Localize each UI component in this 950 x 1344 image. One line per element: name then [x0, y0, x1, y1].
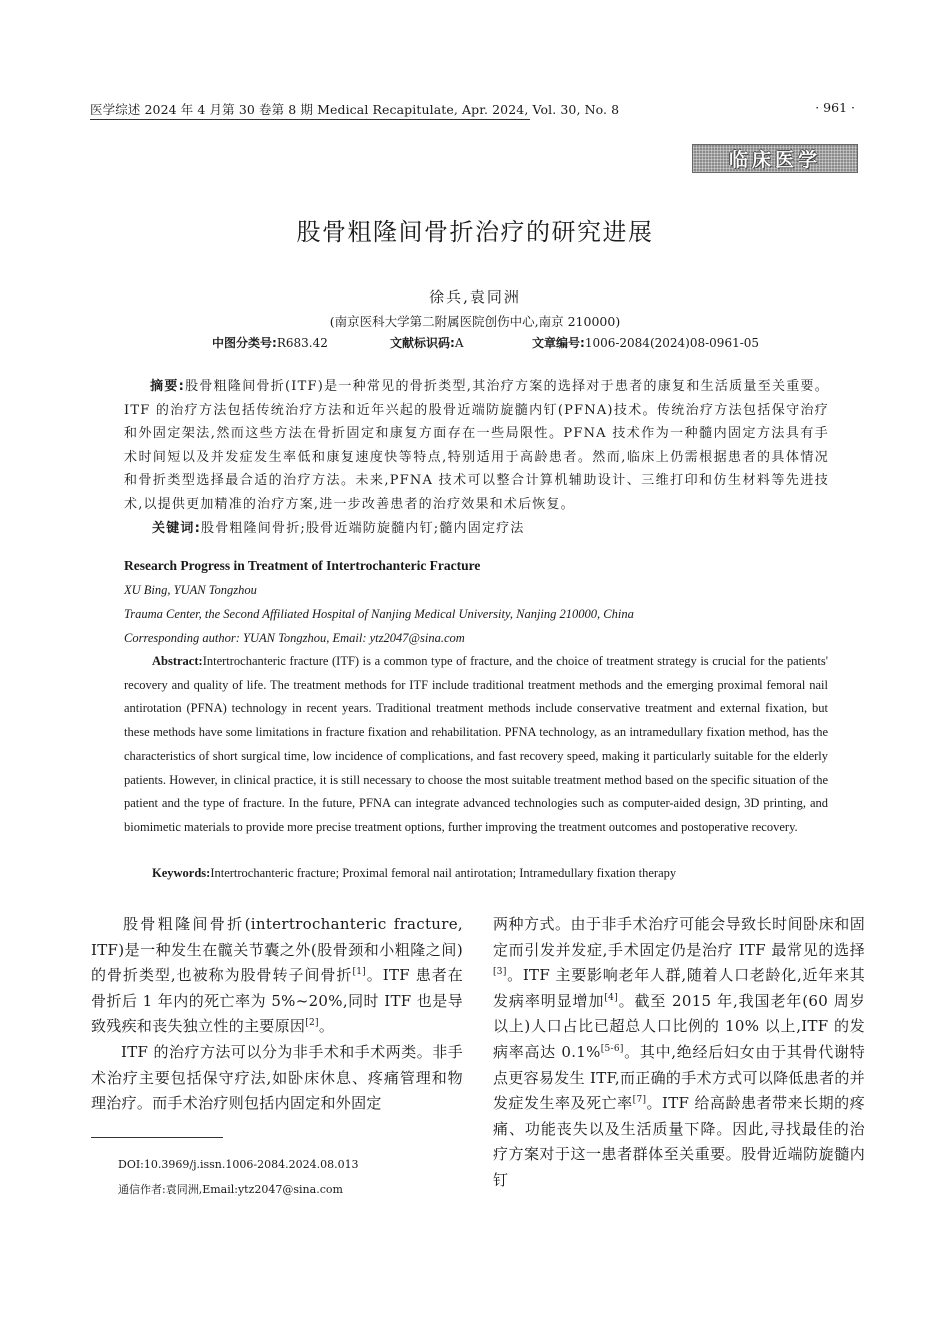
- english-abstract: [124, 650, 828, 840]
- running-header: 医学综述 2024 年 4 月第 30 卷第 8 期 Medical Recapitulate, Apr. 2024, Vol. 30, No. 8: [90, 102, 620, 117]
- author-list: 徐兵,袁同洲: [429, 288, 521, 306]
- english-affiliation: Trauma Center, the Second Affiliated Hospital of Nanjing Medical University, Nanjing 210000, China: [124, 607, 634, 621]
- cn-keywords-text: 股骨粗隆间骨折;股骨近端防旋髓内钉;髓内固定疗法: [201, 521, 525, 536]
- body-paragraph: ITF 的治疗方法可以分为非手术和手术两类。非手术治疗主要包括保守疗法,如卧床休息、疼痛管理和物理治疗。而手术治疗则包括内固定和外固定: [91, 1042, 463, 1113]
- en-abstract-label: Abstract:: [152, 654, 203, 668]
- article-no-label: 文章编号:: [532, 336, 585, 350]
- chinese-abstract: [124, 375, 829, 517]
- cn-abstract-text: 股骨粗隆间骨折(ITF)是一种常见的骨折类型,其治疗方案的选择对于患者的康复和生活质量至关重要。ITF 的治疗方法包括传统治疗方法和近年兴起的股骨近端防旋髓内钉(PFNA)技术。传统治疗方法包括保守治疗和外固定架法,然而这些方法在骨折固定和康复方面存在一些局限性。PFNA 技术作为一种髓内固定方法具有手术时间短以及并发症发生率低和康复速度快等特点,特别适用于高龄患者。然而,临床上仍需根据患者的具体情况和骨折类型选择最合适的治疗方法。未来,PFNA 技术可以整合计算机辅助设计、三维打印和仿生材料等先进技术,以提供更加精准的治疗方案,进一步改善患者的治疗效果和术后恢复。: [124, 379, 829, 512]
- body-right-column: [493, 912, 865, 1194]
- article-no-value: 1006-2084(2024)08-0961-05: [584, 336, 760, 350]
- corresponding-footnote: 通信作者:袁同洲,Email:ytz2047@sina.com: [118, 1183, 343, 1196]
- page-number: · 961 ·: [815, 100, 855, 115]
- en-keywords-label: Keywords:: [152, 866, 211, 880]
- citation: [2]: [305, 1018, 319, 1029]
- cn-abstract-label: 摘要:: [150, 379, 186, 394]
- body-paragraph: 两种方式。由于非手术治疗可能会导致长时间卧床和固定而引发并发症,手术固定仍是治疗 ITF 最常见的选择[3]。ITF 主要影响老年人群,随着人口老龄化,近年来其发病率明显增加[4]。截至 2015 年,我国老年(60 周岁以上)人口占比已超总人口比例的 10% 以上,ITF 的发病率高达 0.1%[5-6]。其中,绝经后妇女由于其骨代谢特点更容易发生 ITF,而正确的手术方式可以降低患者的并发症发生率及死亡率[7]。ITF 给高龄患者带来长期的疼痛、功能丧失以及生活质量下降。因此,寻找最佳的治疗方案对于这一患者群体至关重要。股骨近端防旋髓内钉: [493, 915, 865, 1189]
- section-badge: [692, 144, 858, 173]
- cn-keywords-label: 关键词:: [152, 521, 201, 536]
- citation: [5-6]: [600, 1043, 624, 1054]
- article-number: [532, 334, 759, 351]
- clc-label: 中图分类号:: [212, 336, 277, 350]
- header-rule: [90, 119, 530, 120]
- english-authors: XU Bing, YUAN Tongzhou: [124, 583, 257, 597]
- doi-footnote: DOI:10.3969/j.issn.1006-2084.2024.08.013: [118, 1158, 359, 1171]
- citation: [4]: [604, 992, 619, 1003]
- document-code: [390, 334, 463, 351]
- citation: [3]: [493, 967, 507, 978]
- citation: [1]: [352, 967, 367, 978]
- body-paragraph: 股骨粗隆间骨折(intertrochanteric fracture, ITF)是一种发生在髋关节囊之外(股骨颈和小粗隆之间)的骨折类型,也被称为股骨转子间骨折[1]。ITF 患者在骨折后 1 年内的死亡率为 5%~20%,同时 ITF 也是导致残疾和丧失独立性的主要原因[2]。: [91, 915, 463, 1036]
- en-abstract-text: Intertrochanteric fracture (ITF) is a common type of fracture, and the choice of treatment strategy is crucial for the patients' recovery and quality of life. The treatment methods for ITF include traditional treatment methods and the emerging proximal femoral nail antirotation (PFNA) technology in recent years. Traditional treatment methods include conservative treatment and external fixation, but these methods have some limitations in fracture fixation and rehabilitation. PFNA technology, as an intramedullary fixation method, has the characteristics of short surgical time, low incidence of complications, and fast recovery speed, making it particularly suitable for the elderly patients. However, in clinical practice, it is still necessary to choose the most suitable treatment method based on the specific situation of the patient and the type of fracture. In the future, PFNA can integrate advanced technologies such as computer-aided design, 3D printing, and biomimetic materials to provide more precise treatment options, further improving the treatment outcomes and postoperative recovery.: [124, 654, 828, 834]
- citation: [7]: [632, 1095, 647, 1106]
- clc-number: [212, 334, 328, 351]
- english-corresponding: Corresponding author: YUAN Tongzhou, Email: ytz2047@sina.com: [124, 631, 465, 645]
- footnote-rule: [91, 1137, 223, 1138]
- doc-code-value: A: [454, 336, 464, 350]
- doc-code-label: 文献标识码:: [390, 336, 455, 350]
- body-left-column: [91, 912, 463, 1117]
- chinese-keywords: [152, 517, 525, 536]
- affiliation: (南京医科大学第二附属医院创伤中心,南京 210000): [329, 314, 621, 329]
- english-title: Research Progress in Treatment of Intertrochanteric Fracture: [124, 558, 481, 573]
- en-keywords-text: Intertrochanteric fracture; Proximal femoral nail antirotation; Intramedullary fixation therapy: [210, 866, 677, 880]
- clc-value: R683.42: [276, 336, 328, 350]
- section-badge-label: 临床医学: [728, 149, 821, 171]
- article-title: 股骨粗隆间骨折治疗的研究进展: [296, 218, 654, 246]
- english-keywords: [152, 866, 676, 881]
